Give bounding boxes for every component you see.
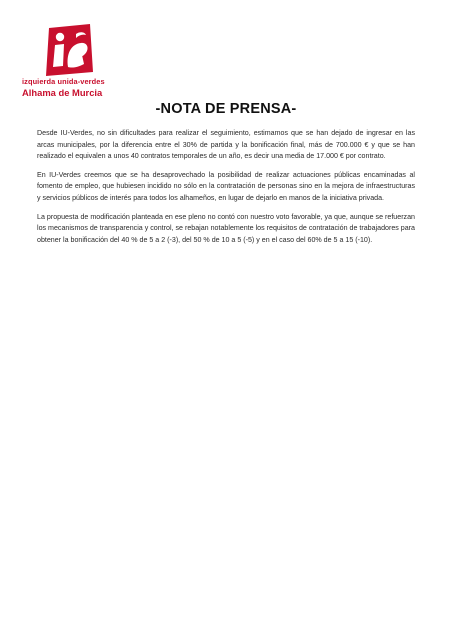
page-title: -NOTA DE PRENSA- bbox=[155, 101, 297, 117]
iu-logo-icon bbox=[44, 24, 94, 76]
paragraph-1: Desde IU-Verdes, no sin dificultades para realizar el seguimiento, estimamos que se han dejado de ingresar en las arcas municipales, por la diferencia entre el 30% de partida y la bonificación final, más de 700.000 € y que se han realizado el equivalen a unos 40 contratos temporales de un año, es decir una media de 17.000 € por contrato. bbox=[37, 129, 415, 161]
logo-location: Alhama de Murcia bbox=[22, 87, 103, 98]
paragraph-3: La propuesta de modificación planteada en ese pleno no contó con nuestro voto favorable, ya que, aunque se refuerzan los mecanismos de transparencia y control, se rebajan notablemente los requisitos de contratación de trabajadores para obtener la bonificación del 40 % de 5 a 2 (-3), del 50 % de 10 a 5 (-5) y en el caso del 60% de 5 a 15 (-10). bbox=[37, 212, 415, 244]
paragraph-2: En IU-Verdes creemos que se ha desaprovechado la posibilidad de realizar actuaciones públicas encaminadas al fomento de empleo, que hubiesen incidido no sólo en la contratación de personas sino en la mejora de infraestructuras y servicios públicos de interés para todos los alhameños, en lugar de dejarlo en manos de la iniciativa privada. bbox=[37, 170, 415, 202]
document-body bbox=[37, 128, 415, 253]
logo-party-name: izquierda unida-verdes bbox=[22, 77, 105, 86]
